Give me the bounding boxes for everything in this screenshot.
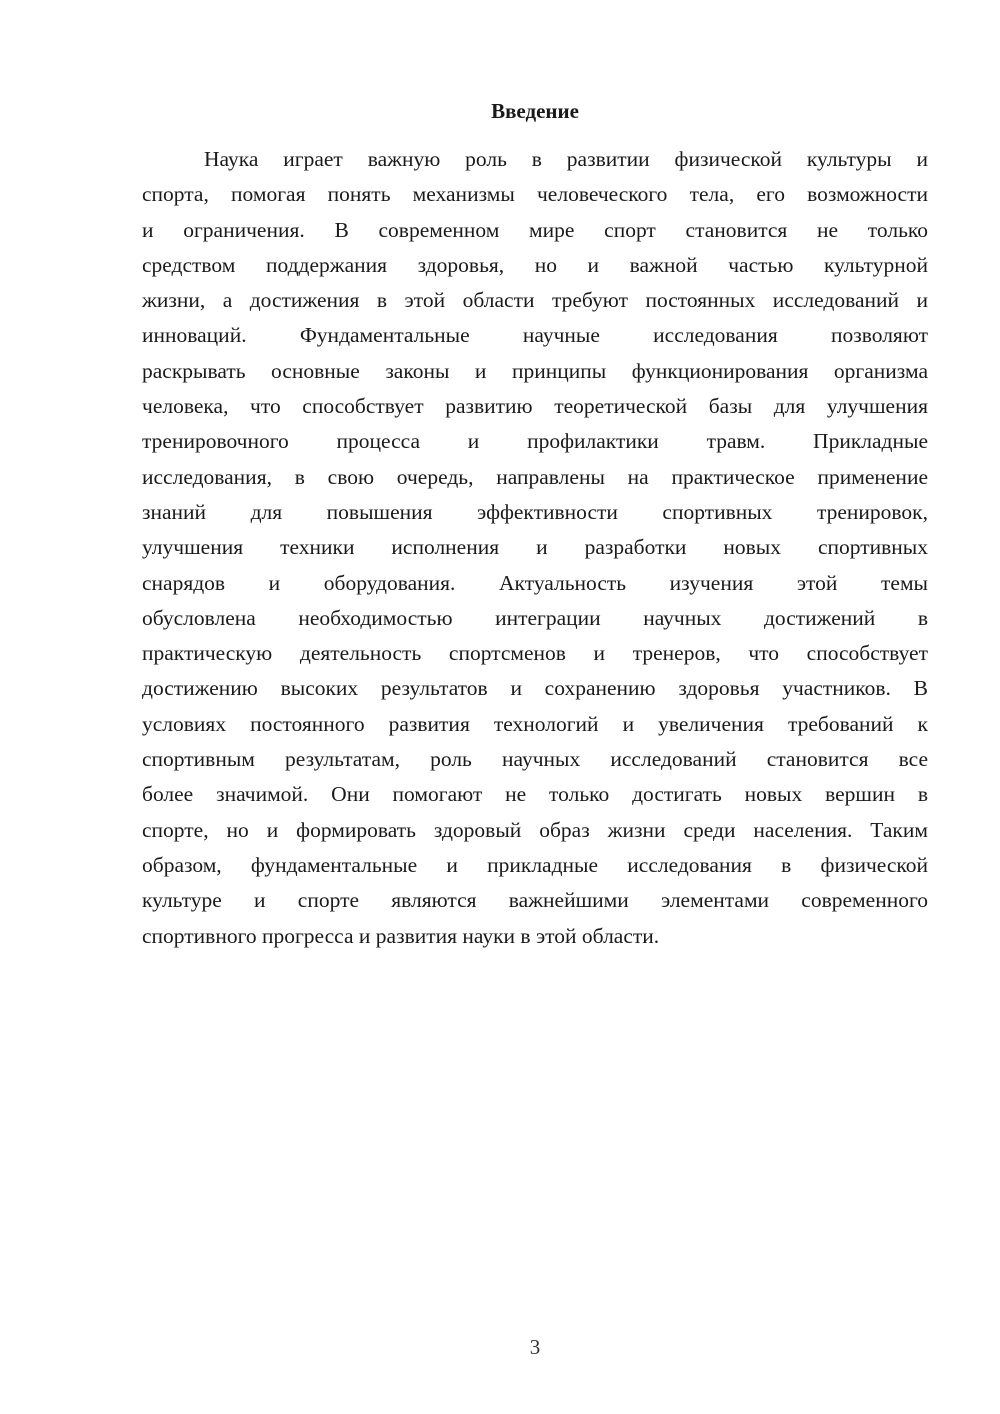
paragraph-line: жизни, а достижения в этой области требуют постоянных исследований и xyxy=(142,288,928,313)
paragraph-line: Наука играет важную роль в развитии физической культуры и xyxy=(204,147,928,171)
paragraph-line: достижению высоких результатов и сохранению здоровья участников. В xyxy=(142,676,928,701)
paragraph-line: снарядов и оборудования. Актуальность изучения этой темы xyxy=(142,570,928,595)
body-paragraph xyxy=(142,142,928,954)
paragraph-line: раскрывать основные законы и принципы функционирования организма xyxy=(142,358,928,383)
paragraph-line: средством поддержания здоровья, но и важной частью культурной xyxy=(142,252,928,277)
section-heading: Введение xyxy=(491,99,579,123)
paragraph-line: спорта, помогая понять механизмы человеческого тела, его возможности xyxy=(142,182,928,207)
paragraph-line: и ограничения. В современном мире спорт становится не только xyxy=(142,217,928,242)
paragraph-line: условиях постоянного развития технологий и увеличения требований к xyxy=(142,711,928,736)
page-number: 3 xyxy=(529,1335,541,1359)
paragraph-line: образом, фундаментальные и прикладные исследования в физической xyxy=(142,852,928,877)
paragraph-line: практическую деятельность спортсменов и тренеров, что способствует xyxy=(142,641,928,666)
paragraph-line: улучшения техники исполнения и разработки новых спортивных xyxy=(142,535,928,560)
paragraph-line: знаний для повышения эффективности спортивных тренировок, xyxy=(142,499,928,524)
paragraph-line: обусловлена необходимостью интеграции научных достижений в xyxy=(142,605,928,630)
paragraph-line: тренировочного процесса и профилактики травм. Прикладные xyxy=(142,429,928,454)
paragraph-line: спортивным результатам, роль научных исследований становится все xyxy=(142,747,928,772)
paragraph-line: спорте, но и формировать здоровый образ жизни среди населения. Таким xyxy=(142,817,928,842)
paragraph-line: инноваций. Фундаментальные научные исследования позволяют xyxy=(142,323,928,348)
paragraph-line: исследования, в свою очередь, направлены на практическое применение xyxy=(142,464,928,489)
paragraph-line: культуре и спорте являются важнейшими элементами современного xyxy=(142,888,928,913)
paragraph-line: спортивного прогресса и развития науки в этой области. xyxy=(142,923,660,948)
paragraph-line: человека, что способствует развитию теоретической базы для улучшения xyxy=(142,394,928,419)
paragraph-line: более значимой. Они помогают не только достигать новых вершин в xyxy=(142,782,928,807)
